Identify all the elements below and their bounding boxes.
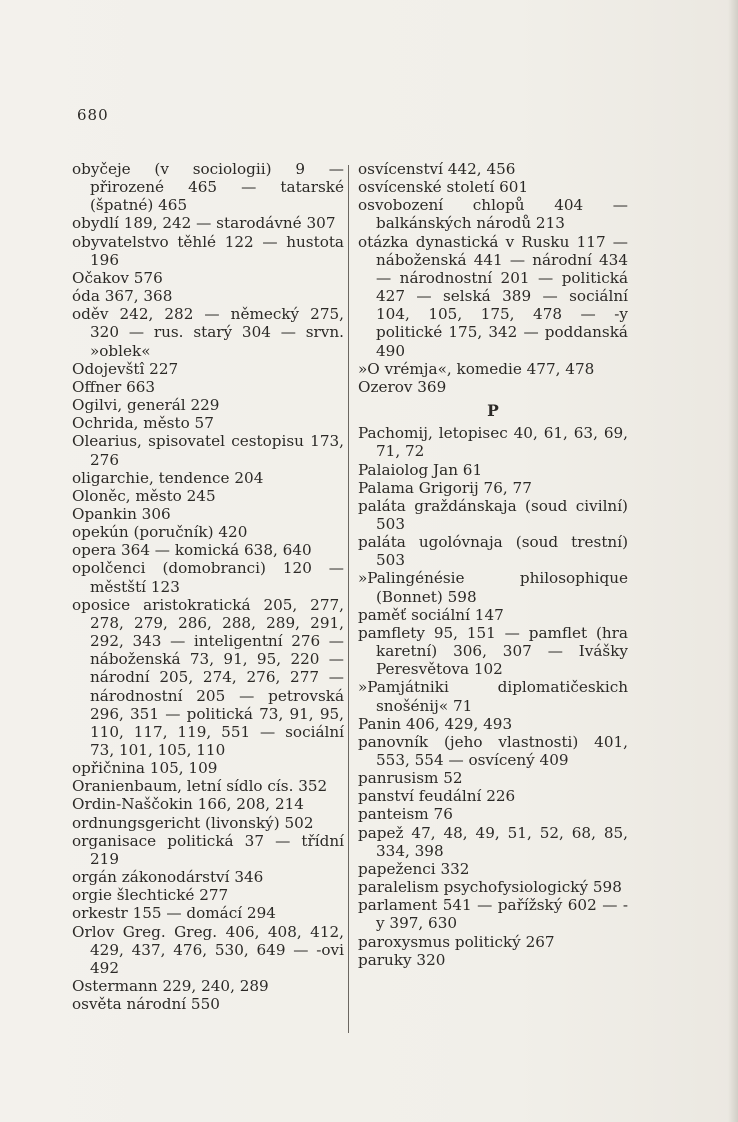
index-entry: Ostermann 229, 240, 289 [72,977,269,996]
index-entry: opřičnina 105, 109 [72,759,218,778]
index-entry: panství feudální 226 [358,787,516,806]
index-entry: organisace politická 37 — třídní 219 [72,831,344,868]
index-entry: osvobození chlopů 404 — balkánských národů 213 [358,196,628,233]
index-entry: otázka dynastická v Rusku 117 — náboženská 441 — národní 434 — národnostní 201 — politická 427 — selská 389 — sociální 104, 105, 175, 478 — -y politické 175, 342 — poddanská 490 [358,232,628,360]
index-entry: panrusism 52 [358,769,463,788]
index-entry: osvěta národní 550 [72,995,220,1014]
index-entry: opekún (poručník) 420 [72,523,248,542]
page-number: 680 [77,106,109,124]
column-divider [348,165,349,1033]
index-entry: osvícenské století 601 [358,178,529,197]
index-entry: opolčenci (domobranci) 120 — městští 123 [72,559,344,596]
index-entry: Ochrida, město 57 [72,414,214,433]
index-entry: Ogilvi, generál 229 [72,396,220,415]
index-column-left [72,160,344,1013]
index-entry: paralelism psychofysiologický 598 [358,878,622,897]
index-entry: oděv 242, 282 — německý 275, 320 — rus. starý 304 — srvn. »oblek« [72,305,344,360]
index-entry: »Pamjátniki diplomatičeskich snošénij« 71 [358,678,628,715]
index-entry: Olearius, spisovatel cestopisu 173, 276 [72,432,344,469]
index-entry: Odojevštî 227 [72,359,179,378]
index-entry: Palaiolog Jan 61 [358,460,483,479]
index-entry: obydlí 189, 242 — starodávné 307 [72,214,336,233]
index-entry: osvícenství 442, 456 [358,160,516,178]
index-entry: paměť sociální 147 [358,605,504,624]
index-entry: papeženci 332 [358,859,470,878]
index-entry: parlament 541 — pařížský 602 — -y 397, 630 [358,896,628,933]
index-entry: Palama Grigorij 76, 77 [358,478,532,497]
index-entry: orkestr 155 — domácí 294 [72,904,276,923]
index-entry: paroxysmus politický 267 [358,932,555,951]
index-entry: orgie šlechtické 277 [72,886,229,905]
index-entry: Panin 406, 429, 493 [358,714,513,733]
letter-heading: P [487,401,499,421]
index-entry: panovník (jeho vlastnosti) 401, 553, 554 — osvícený 409 [358,732,628,769]
index-entry: »Palingénésie philosophique (Bonnet) 598 [358,569,628,606]
index-entry: papež 47, 48, 49, 51, 52, 68, 85, 334, 398 [358,823,628,860]
index-entry: paláta ugolóvnaja (soud trestní) 503 [358,533,628,570]
index-entry: oposice aristokratická 205, 277, 278, 279, 286, 288, 289, 291, 292, 343 — inteligentní 276 — náboženská 73, 91, 95, 220 — národní 205, 274, 276, 277 — národnostní 205 — petrovská 296, 351 — politická 73, 91, 95, 110, 117, 119, 551 — sociální 73, 101, 105, 110 [72,595,344,759]
index-entry: Oranienbaum, letní sídlo cís. 352 [72,777,328,796]
index-entry: »O vrémja«, komedie 477, 478 [358,359,595,378]
index-entry: óda 367, 368 [72,287,173,306]
index-entry: Ozerov 369 [358,377,447,396]
index-entry: Ordin-Naščokin 166, 208, 214 [72,795,304,814]
index-entry: opera 364 — komická 638, 640 [72,541,312,560]
index-entry: Očakov 576 [72,268,163,287]
index-entry: Orlov Greg. Greg. 406, 408, 412, 429, 437, 476, 530, 649 — -ovi 492 [72,922,344,977]
index-entry: Opankin 306 [72,504,171,523]
index-entry: ordnungsgericht (livonský) 502 [72,813,314,832]
index-entry: Pachomij, letopisec 40, 61, 63, 69, 71, 72 [358,424,628,461]
index-entry: paláta graždánskaja (soud civilní) 503 [358,496,628,533]
index-entry: orgán zákonodárství 346 [72,868,264,887]
index-column-right [358,160,628,969]
index-entry: obyčeje (v sociologii) 9 — přirozené 465 — tatarské (špatné) 465 [72,160,344,215]
page-edge-shadow [728,0,738,1122]
index-entry: Oloněc, město 245 [72,486,216,505]
index-entry: Offner 663 [72,377,156,396]
index-entry: oligarchie, tendence 204 [72,468,264,487]
index-entry: panteism 76 [358,805,453,824]
index-entry: obyvatelstvo těhlé 122 — hustota 196 [72,232,344,269]
index-entry: paruky 320 [358,950,446,969]
index-entry: pamflety 95, 151 — pamflet (hra karetní) 306, 307 — Ivášky Peresvětova 102 [358,623,628,679]
